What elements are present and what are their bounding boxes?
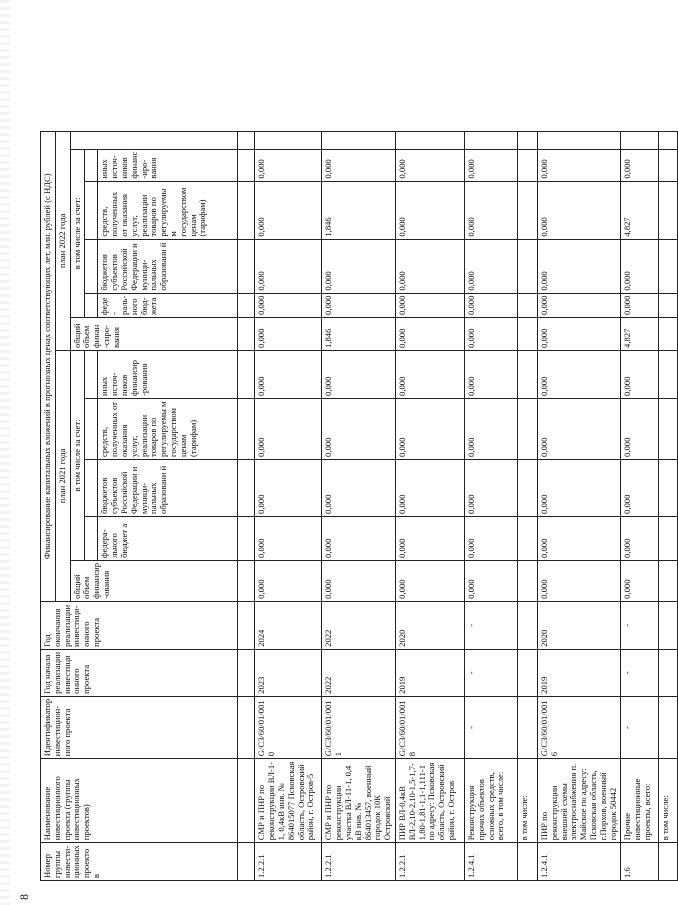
value-cell (517, 149, 537, 181)
value-cell (659, 459, 678, 516)
value-cell: 0,000 (322, 149, 396, 181)
value-cell (659, 293, 678, 317)
row-id: G/C3/60/01/001 0 (255, 696, 322, 758)
value-cell: 0,000 (464, 181, 517, 239)
value-cell (517, 350, 537, 398)
value-cell: 0,000 (464, 293, 517, 317)
blank-sub (85, 516, 98, 560)
value-cell: 0,000 (537, 293, 620, 317)
table-row (255, 131, 322, 880)
row-end-year: 2024 (255, 601, 322, 649)
edge-cell (464, 131, 517, 149)
row-end-year: - (621, 601, 659, 649)
table-row (464, 131, 517, 880)
value-cell: 0,000 (621, 560, 659, 601)
total-2022-header: общий объем финан -сиро- вания (70, 317, 238, 350)
row-number: 1.6 (621, 843, 659, 881)
header-spacer-cell (238, 843, 255, 881)
value-cell: 0,000 (322, 459, 396, 516)
value-cell: 0,000 (322, 350, 396, 398)
row-end-year: 2020 (537, 601, 620, 649)
value-cell: 0,000 (537, 560, 620, 601)
row-number: 1.2.2.1 (322, 843, 396, 881)
row-id: - (621, 696, 659, 758)
edge-cell (621, 131, 659, 149)
value-cell: 0,000 (322, 293, 396, 317)
value-cell: 0,000 (621, 293, 659, 317)
financing-header: Финансирование капитальных вложений в прогнозных ценах соответствующих лет, млн. рублей (с НДС) (41, 131, 56, 601)
row-number (517, 843, 537, 881)
value-cell (517, 317, 537, 350)
col-id-header: Идентификатор инвестицион-ного проекта (41, 696, 238, 758)
row-start-year: 2019 (537, 649, 620, 696)
header-spacer-cell (238, 516, 255, 560)
row-name: Прочие инвестиционные проекты, всего: (621, 759, 659, 843)
row-number: 1.2.2.1 (395, 843, 464, 881)
value-cell: 0,000 (621, 239, 659, 293)
value-cell: 0,000 (255, 149, 322, 181)
tariff-2022-header: средств, полученных от оказания услуг, реализации товаров по регулируемы м государством ценам (тарифам) (98, 181, 238, 239)
row-id: G/C3/60/01/001 8 (395, 696, 464, 758)
value-cell: 0,000 (537, 350, 620, 398)
table-row (537, 131, 620, 880)
value-cell (659, 560, 678, 601)
header-spacer-cell (238, 181, 255, 239)
row-start-year: 2019 (395, 649, 464, 696)
incl-2022-header: в том числе за счет: (70, 149, 85, 317)
tariff-2021-header: средств, полученных от оказания услуг, реализации товаров по регулируемы м государством ценам (тарифам) (98, 398, 238, 459)
blank-sub (85, 149, 98, 181)
header-spacer-cell (238, 759, 255, 843)
value-cell: 0,000 (464, 398, 517, 459)
header-spacer-cell (238, 293, 255, 317)
value-cell (659, 350, 678, 398)
value-cell: 0,000 (322, 398, 396, 459)
value-cell (659, 398, 678, 459)
col-start-header: Год начала реализации инвестици онного проекта (41, 649, 238, 696)
plan-2022-header: план 2022 года (55, 131, 70, 350)
table-row (322, 131, 396, 880)
value-cell: 0,000 (395, 317, 464, 350)
row-number (659, 843, 678, 881)
row-name: СМР и ПНР по реконструкции участка ВЛ-11-1, 0,4 кВ инв. № 864013457, военный городок 10К Островский (322, 759, 396, 843)
value-cell (517, 516, 537, 560)
blank-sub (85, 459, 98, 516)
value-cell: 0,000 (255, 516, 322, 560)
header-spacer-cell (238, 149, 255, 181)
value-cell (659, 516, 678, 560)
incl-2021-header: в том числе за счет: (70, 350, 85, 560)
fed-2021-header: федера- льного бюджет а (98, 516, 238, 560)
row-end-year (517, 601, 537, 649)
value-cell (517, 560, 537, 601)
value-cell (659, 149, 678, 181)
value-cell: 0,000 (621, 459, 659, 516)
value-cell: 0,000 (395, 239, 464, 293)
blank-sub (85, 350, 98, 398)
value-cell: 0,000 (322, 560, 396, 601)
row-name: в том числе: (659, 759, 678, 843)
value-cell: 0,000 (621, 350, 659, 398)
value-cell (659, 181, 678, 239)
col-end-header: Год окончания реализации инвестици-онного проекта (41, 601, 238, 649)
value-cell: 0,000 (464, 317, 517, 350)
value-cell (659, 317, 678, 350)
value-cell (517, 293, 537, 317)
value-cell: 0,000 (255, 293, 322, 317)
value-cell: 0,000 (537, 239, 620, 293)
row-id (517, 696, 537, 758)
blank-sub (85, 239, 98, 293)
row-start-year (659, 649, 678, 696)
row-start-year: - (621, 649, 659, 696)
value-cell: 0,000 (255, 350, 322, 398)
col-name-header: Наименование инвестиционного проекта (группы инвестиционных проектов) (41, 759, 238, 843)
value-cell: 0,000 (464, 560, 517, 601)
regional-2021-header: бюджетов субъектов Российской Федерации и муници- пальных образовани й (98, 459, 238, 516)
header-spacer-cell (238, 350, 255, 398)
value-cell: 0,000 (537, 149, 620, 181)
value-cell: 0,000 (255, 181, 322, 239)
value-cell: 0,000 (395, 293, 464, 317)
value-cell: 0,000 (255, 239, 322, 293)
row-end-year (659, 601, 678, 649)
value-cell: 4,827 (621, 181, 659, 239)
value-cell: 0,000 (621, 516, 659, 560)
edge-cell (322, 131, 396, 149)
value-cell: 0,000 (537, 459, 620, 516)
value-cell (517, 459, 537, 516)
blank-sub (85, 181, 98, 239)
value-cell: 0,000 (464, 239, 517, 293)
row-name: СМР и ПНР по реконструкции ВЛ-1-1, 0,4кВ инв. № 864015077 Псковская область, Островский район, г. Остров-5 (255, 759, 322, 843)
col-number-header: Номер группы инвести-ционных проекто в (41, 843, 238, 881)
total-2021-header: общий объем финансир -ования (70, 560, 238, 601)
value-cell: 0,000 (537, 181, 620, 239)
row-name: ПИР по реконструкции внешней схемы электроснабжения п. Майское по адресу: Псковская область, г.Порхов, военный городок 50442 (537, 759, 620, 843)
row-id (659, 696, 678, 758)
value-cell: 1,846 (322, 181, 396, 239)
header-spacer-cell (238, 649, 255, 696)
plan-2021-header: план 2021 года (55, 350, 70, 601)
row-number: 1.2.2.1 (255, 843, 322, 881)
value-cell: 0,000 (322, 516, 396, 560)
row-start-year: - (464, 649, 517, 696)
page-number: 8 (17, 894, 31, 900)
value-cell: 0,000 (395, 516, 464, 560)
row-start-year: 2023 (255, 649, 322, 696)
header-spacer-cell (238, 131, 255, 149)
edge-cell (255, 131, 322, 149)
header-spacer-cell (238, 696, 255, 758)
row-number: 1.2.4.1 (537, 843, 620, 881)
edge-cell (659, 131, 678, 149)
value-cell: 0,000 (464, 149, 517, 181)
value-cell (517, 181, 537, 239)
row-id: G/C3/60/01/001 1 (322, 696, 396, 758)
regional-2022-header: бюджетов субъектов Российской Федерации и муници- пальных образовани й (98, 239, 238, 293)
header-spacer-cell (238, 459, 255, 516)
value-cell (517, 239, 537, 293)
table-row (517, 131, 537, 880)
value-cell: 0,000 (537, 398, 620, 459)
value-cell: 0,000 (395, 181, 464, 239)
header-spacer-cell (238, 239, 255, 293)
row-end-year: 2022 (322, 601, 396, 649)
row-end-year: - (464, 601, 517, 649)
value-cell: 0,000 (395, 350, 464, 398)
blank-sub (85, 398, 98, 459)
row-name: Реконструкция прочих объектов основных средств, всего, в том числе: (464, 759, 517, 843)
value-cell (659, 239, 678, 293)
other-2022-header: иных источ- ников финанс -иро- вания (98, 149, 238, 181)
header-spacer-cell (238, 398, 255, 459)
blank-sub (85, 293, 98, 317)
value-cell: 0,000 (537, 516, 620, 560)
value-cell: 0,000 (395, 459, 464, 516)
row-id: - (464, 696, 517, 758)
row-name: в том числе: (517, 759, 537, 843)
value-cell: 4,827 (621, 317, 659, 350)
investment-table (40, 131, 678, 881)
row-id: G/C3/60/01/001 6 (537, 696, 620, 758)
value-cell: 0,000 (464, 516, 517, 560)
value-cell: 0,000 (621, 149, 659, 181)
table-row (621, 131, 659, 880)
edge-cell (395, 131, 464, 149)
edge-cell (537, 131, 620, 149)
fed-2022-header: феде - раль- ного бюд- жета (98, 293, 238, 317)
value-cell: 0,000 (395, 560, 464, 601)
header-spacer-cell (238, 601, 255, 649)
row-start-year: 2022 (322, 649, 396, 696)
value-cell: 1,846 (322, 317, 396, 350)
blank-edge-header (70, 131, 238, 149)
value-cell: 0,000 (395, 149, 464, 181)
table-row (395, 131, 464, 880)
row-number: 1.2.4.1 (464, 843, 517, 881)
value-cell: 0,000 (395, 398, 464, 459)
row-start-year (517, 649, 537, 696)
value-cell: 0,000 (255, 317, 322, 350)
row-end-year: 2020 (395, 601, 464, 649)
other-2021-header: иных источ- ников финансир -рования (98, 350, 238, 398)
edge-cell (517, 131, 537, 149)
value-cell: 0,000 (255, 398, 322, 459)
header-spacer-cell (238, 317, 255, 350)
header-spacer-cell (238, 560, 255, 601)
value-cell: 0,000 (464, 459, 517, 516)
table-row (659, 131, 678, 880)
value-cell: 0,000 (255, 560, 322, 601)
value-cell: 0,000 (464, 350, 517, 398)
row-name: ПИР ВЛ-0,4кВ ВЛ-2,10-2,10-1,5-1,7-1,80-1,81-1,1-1,111-1 по адресу: Псковская область, Островский район, г. Остров (395, 759, 464, 843)
value-cell: 0,000 (537, 317, 620, 350)
value-cell (517, 398, 537, 459)
value-cell: 0,000 (322, 239, 396, 293)
value-cell: 0,000 (255, 459, 322, 516)
value-cell: 0,000 (621, 398, 659, 459)
